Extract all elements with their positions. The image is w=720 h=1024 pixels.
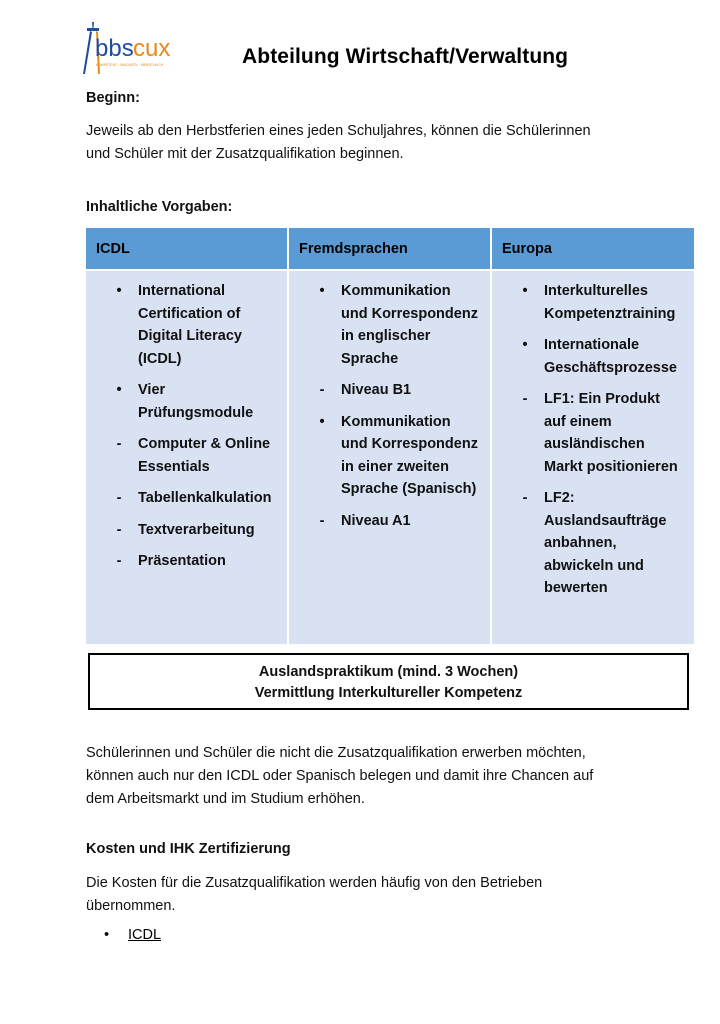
bullet-marker: • bbox=[522, 337, 528, 353]
list-item bbox=[104, 927, 161, 943]
text-line: Jeweils ab den Herbstferien eines jeden Schuljahres, können die Schülerinnen bbox=[86, 123, 591, 139]
list-item-text: Kommunikation und Korrespondenz in einer zweiten Sprache (Spanisch) bbox=[341, 413, 478, 497]
list-item bbox=[498, 280, 688, 325]
cell-fremdsprachen bbox=[288, 270, 491, 644]
list-item-text: Vier Prüfungsmodule bbox=[138, 382, 254, 421]
praktikum-line: Auslandspraktikum (mind. 3 Wochen) bbox=[258, 664, 519, 680]
text-line: Schülerinnen und Schüler die nicht die Zusatzqualifikation erwerben möchten, bbox=[86, 745, 586, 761]
bullet-marker: • bbox=[319, 413, 325, 430]
bullet-marker: • bbox=[522, 283, 528, 299]
list-item-text: LF1: Ein Produkt auf einem ausländischen Markt positionieren bbox=[544, 391, 678, 475]
fremdsprachen-list bbox=[295, 280, 484, 532]
dash-marker: - bbox=[522, 391, 528, 407]
dash-marker: - bbox=[319, 382, 325, 398]
list-item bbox=[498, 334, 688, 379]
list-item-text: Interkulturelles Kompetenztraining bbox=[544, 283, 676, 322]
list-item bbox=[92, 379, 281, 424]
list-item bbox=[295, 280, 484, 370]
text-line: Die Kosten für die Zusatzqualifikation werden häufig von den Betrieben bbox=[86, 875, 543, 891]
column-header-europa: Europa bbox=[491, 228, 694, 270]
list-item bbox=[92, 487, 281, 510]
list-item bbox=[498, 487, 688, 600]
list-item-text: Niveau B1 bbox=[341, 382, 412, 398]
paragraph-kosten bbox=[86, 872, 646, 918]
table-row bbox=[86, 270, 694, 644]
list-item bbox=[498, 388, 688, 478]
cell-icdl bbox=[86, 270, 288, 644]
list-item-text: Niveau A1 bbox=[341, 512, 411, 529]
list-item bbox=[92, 519, 281, 542]
text-line: übernommen. bbox=[86, 898, 176, 914]
list-item bbox=[92, 280, 281, 370]
icdl-list bbox=[92, 280, 281, 573]
column-header-icdl: ICDL bbox=[86, 228, 288, 270]
text-line: und Schüler mit der Zusatzqualifikation beginnen. bbox=[86, 146, 404, 162]
paragraph-alternativ bbox=[86, 742, 646, 811]
list-item-text: LF2: Auslandsaufträge anbahnen, abwickeln und bewerten bbox=[544, 490, 667, 596]
logo-tagline: KOMPETENT · INNOVATIV · MENSCHLICH bbox=[96, 63, 164, 67]
praktikum-line: Vermittlung Interkultureller Kompetenz bbox=[254, 685, 523, 701]
bullet-marker: • bbox=[319, 283, 325, 299]
auslandspraktikum-box bbox=[88, 653, 689, 710]
dash-marker: - bbox=[116, 436, 122, 452]
dash-marker: - bbox=[116, 521, 122, 538]
list-item-text: Präsentation bbox=[138, 553, 226, 569]
page-title: Abteilung Wirtschaft/Verwaltung bbox=[242, 45, 569, 68]
dash-marker: - bbox=[522, 490, 528, 506]
dash-marker: - bbox=[116, 553, 122, 569]
list-item bbox=[295, 379, 484, 402]
zertifizierung-list bbox=[104, 927, 161, 943]
bullet-marker: • bbox=[116, 382, 122, 398]
europa-list bbox=[498, 280, 688, 600]
section-heading-beginn: Beginn: bbox=[86, 90, 140, 106]
logo-text-cux: cux bbox=[133, 35, 171, 62]
text-line: dem Arbeitsmarkt und im Studium erhöhen. bbox=[86, 791, 365, 807]
list-item bbox=[295, 411, 484, 501]
list-item bbox=[295, 510, 484, 533]
column-header-fremdsprachen: Fremdsprachen bbox=[288, 228, 491, 270]
list-item-text: Tabellenkalkulation bbox=[138, 490, 272, 506]
list-item bbox=[92, 433, 281, 478]
logo-text-bbs: bbs bbox=[95, 35, 134, 62]
bullet-marker: • bbox=[104, 927, 110, 943]
list-item-text: Internationale Geschäftsprozesse bbox=[544, 337, 677, 376]
school-logo bbox=[78, 18, 188, 76]
cell-europa bbox=[491, 270, 694, 644]
dash-marker: - bbox=[116, 490, 122, 506]
list-item-text: Computer & Online Essentials bbox=[138, 436, 271, 475]
vorgaben-table bbox=[86, 228, 694, 644]
dash-marker: - bbox=[319, 512, 325, 529]
bullet-marker: • bbox=[116, 283, 122, 299]
list-item-text: International Certification of Digital Literacy (ICDL) bbox=[138, 283, 242, 367]
table-header-row bbox=[86, 228, 694, 270]
list-item-text: Textverarbeitung bbox=[138, 521, 255, 538]
list-item bbox=[92, 550, 281, 573]
paragraph-beginn bbox=[86, 120, 646, 166]
section-heading-vorgaben: Inhaltliche Vorgaben: bbox=[86, 199, 233, 215]
icdl-link[interactable]: ICDL bbox=[128, 927, 162, 943]
list-item-text: Kommunikation und Korrespondenz in englischer Sprache bbox=[341, 283, 478, 367]
text-line: können auch nur den ICDL oder Spanisch belegen und damit ihre Chancen auf bbox=[86, 768, 594, 784]
section-heading-kosten: Kosten und IHK Zertifizierung bbox=[86, 841, 291, 857]
